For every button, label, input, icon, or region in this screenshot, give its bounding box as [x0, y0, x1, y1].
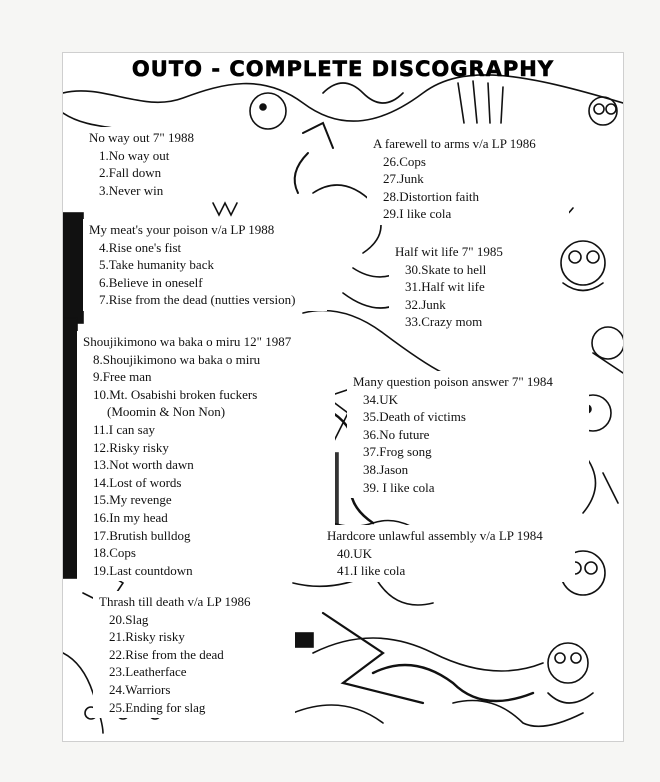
release-block	[389, 241, 531, 333]
track-item: 40.UK	[337, 545, 373, 561]
release-heading: Thrash till death v/a LP 1986	[99, 594, 251, 609]
track-item: 24.Warriors	[109, 681, 171, 697]
track-item: 1.No way out	[99, 147, 170, 163]
release-heading: No way out 7" 1988	[89, 130, 194, 145]
flyer-sheet	[62, 52, 624, 742]
track-item: 41.I like cola	[337, 563, 406, 579]
track-item: 13.Not worth dawn	[93, 457, 194, 473]
track-item: 12.Risky risky	[93, 439, 169, 455]
track-item: 8.Shoujikimono wa baka o miru	[93, 351, 261, 367]
track-item: 30.Skate to hell	[405, 261, 487, 277]
release-block	[83, 219, 327, 311]
release-block	[93, 591, 295, 718]
release-block	[83, 127, 245, 201]
track-item: 4.Rise one's fist	[99, 239, 182, 255]
release-heading: Many question poison answer 7" 1984	[353, 374, 553, 389]
track-item: 34.UK	[363, 391, 399, 407]
track-item: 28.Distortion faith	[383, 188, 480, 204]
release-heading: Half wit life 7" 1985	[395, 244, 503, 259]
release-block	[347, 371, 589, 498]
track-item: 3.Never win	[99, 182, 164, 198]
track-item: 38.Jason	[363, 461, 409, 477]
track-item: 16.In my head	[93, 509, 168, 525]
track-note: (Moomin & Non Non)	[107, 404, 226, 420]
track-item: 21.Risky risky	[109, 629, 185, 645]
release-heading: Shoujikimono wa baka o miru 12" 1987	[83, 334, 292, 349]
track-item: 29.I like cola	[383, 206, 452, 222]
release-heading: A farewell to arms v/a LP 1986	[373, 136, 536, 151]
track-item: 17.Brutish bulldog	[93, 527, 191, 543]
track-item: 32.Junk	[405, 296, 446, 312]
track-item: 22.Rise from the dead	[109, 646, 224, 662]
release-heading: My meat's your poison v/a LP 1988	[89, 222, 275, 237]
track-item: 19.Last countdown	[93, 562, 193, 578]
track-item: 37.Frog song	[363, 444, 432, 460]
track-item: 33.Crazy mom	[405, 314, 483, 330]
track-item: 25.Ending for slag	[109, 699, 206, 715]
track-item: 23.Leatherface	[109, 664, 187, 680]
track-item: 39. I like cola	[363, 479, 435, 495]
release-block	[77, 331, 335, 581]
track-item: 18.Cops	[93, 545, 136, 561]
track-item: 36.No future	[363, 426, 430, 442]
track-item: 7.Rise from the dead (nutties version)	[99, 292, 296, 308]
track-item: 14.Lost of words	[93, 474, 182, 490]
track-item: 2.Fall down	[99, 165, 162, 181]
track-item: 6.Believe in oneself	[99, 274, 203, 290]
track-item: 20.Slag	[109, 611, 149, 627]
track-item: 5.Take humanity back	[99, 257, 214, 273]
release-block	[367, 133, 569, 225]
release-heading: Hardcore unlawful assembly v/a LP 1984	[327, 528, 543, 543]
track-item: 35.Death of victims	[363, 409, 466, 425]
track-item: 10.Mt. Osabishi broken fuckers (Moomin & Non Non)	[93, 386, 329, 421]
track-item: 15.My revenge	[93, 492, 172, 508]
release-block	[321, 525, 575, 582]
track-item: 26.Cops	[383, 153, 426, 169]
page-title: OUTO - COMPLETE DISCOGRAPHY	[131, 57, 555, 81]
track-item: 9.Free man	[93, 369, 152, 385]
track-item: 31.Half wit life	[405, 279, 485, 295]
track-item: 11.I can say	[93, 421, 155, 437]
track-item: 27.Junk	[383, 171, 424, 187]
